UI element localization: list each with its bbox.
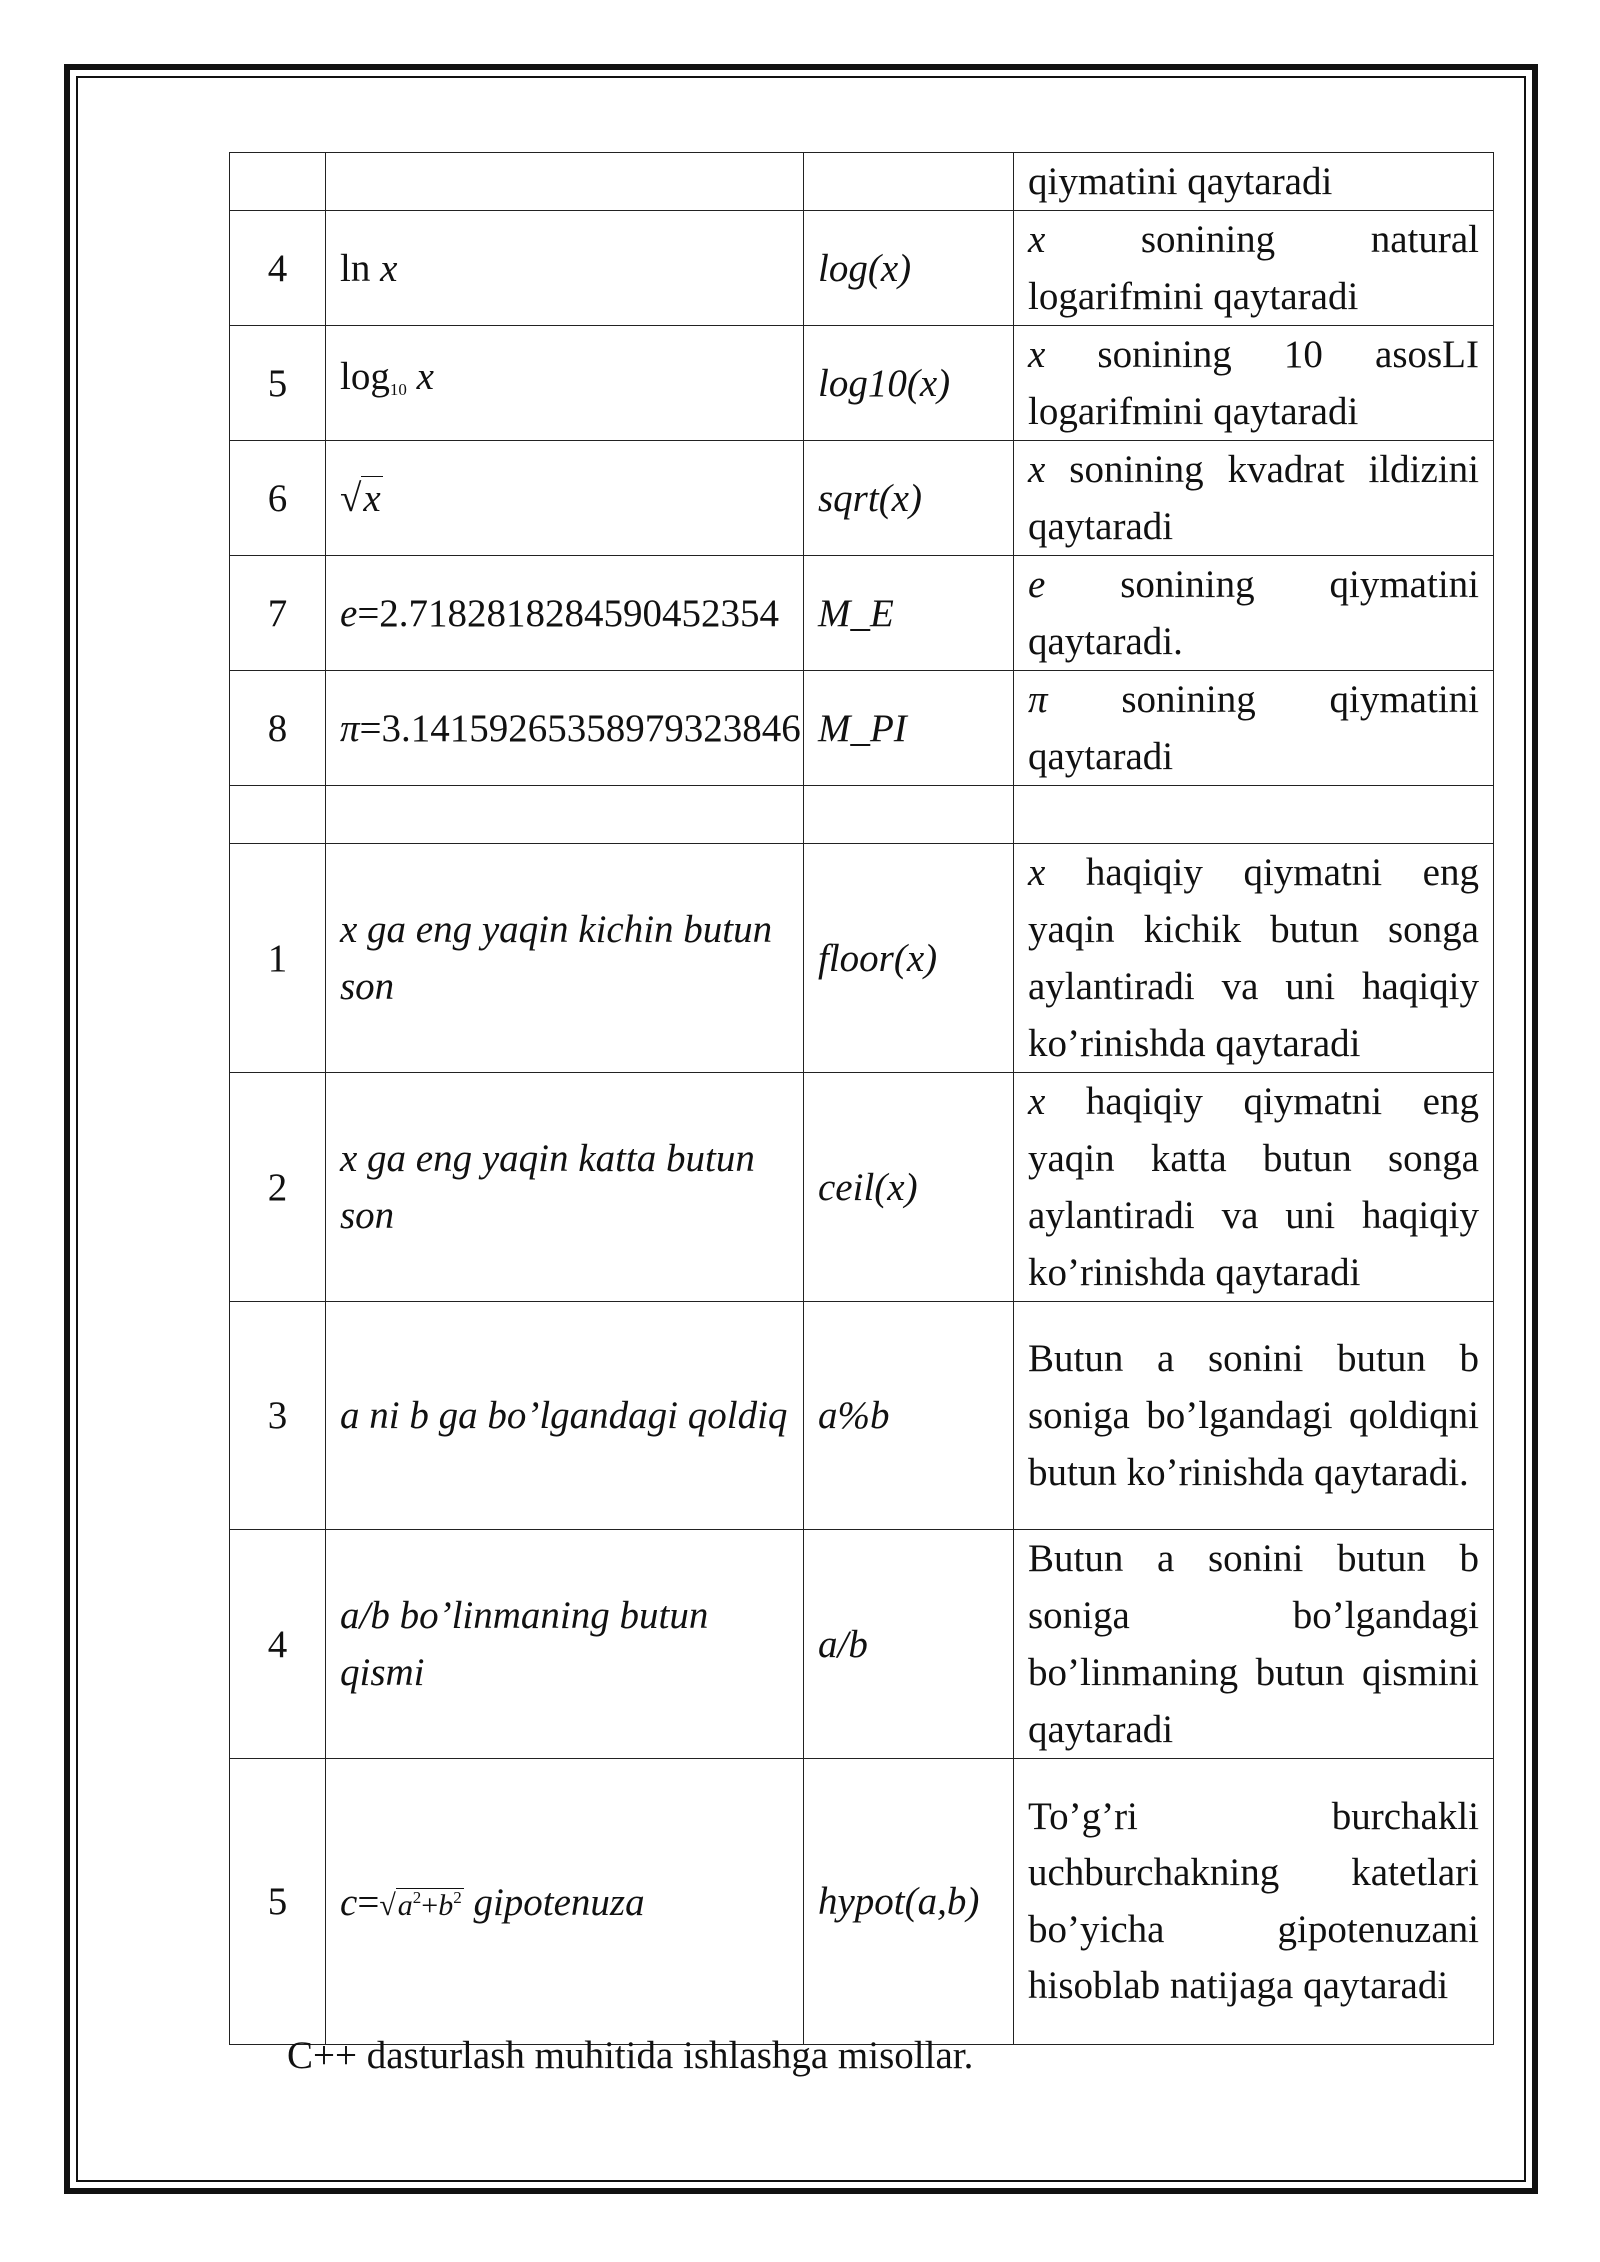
table-row bbox=[230, 1759, 1494, 2045]
row-expression bbox=[326, 786, 804, 844]
row-expression: e=2.7182818284590452354 bbox=[326, 556, 804, 671]
row-description: Butun a sonini butun b soniga bo’lgandagi bo’linmaning butun qismini qaytaradi bbox=[1014, 1530, 1494, 1759]
row-description: π sonining qiymatini qaytaradi bbox=[1014, 671, 1494, 786]
row-number bbox=[230, 153, 326, 211]
row-number: 5 bbox=[230, 1759, 326, 2045]
table-row bbox=[230, 1302, 1494, 1530]
table-row bbox=[230, 844, 1494, 1073]
table-row bbox=[230, 556, 1494, 671]
row-description: Butun a sonini butun b soniga bo’lgandagi qoldiqni butun ko’rinishda qaytaradi. bbox=[1014, 1302, 1494, 1530]
sqrt-icon: √ bbox=[340, 476, 362, 520]
row-function: hypot(a,b) bbox=[804, 1759, 1014, 2045]
row-description: x haqiqiy qiymatni eng yaqin kichik butun songa aylantiradi va uni haqiqiy ko’rinishda qaytaradi bbox=[1014, 844, 1494, 1073]
row-description: x sonining natural logarifmini qaytaradi bbox=[1014, 211, 1494, 326]
row-function: M_E bbox=[804, 556, 1014, 671]
table-row bbox=[230, 211, 1494, 326]
row-number: 7 bbox=[230, 556, 326, 671]
table-row bbox=[230, 441, 1494, 556]
row-expression: x ga eng yaqin katta butun son bbox=[326, 1073, 804, 1302]
row-description: qiymatini qaytaradi bbox=[1014, 153, 1494, 211]
row-description: x haqiqiy qiymatni eng yaqin katta butun songa aylantiradi va uni haqiqiy ko’rinishda qaytaradi bbox=[1014, 1073, 1494, 1302]
row-function: sqrt(x) bbox=[804, 441, 1014, 556]
math-functions-table bbox=[229, 152, 1494, 2045]
row-expression: x ga eng yaqin kichin butun son bbox=[326, 844, 804, 1073]
row-function: ceil(x) bbox=[804, 1073, 1014, 1302]
row-number: 1 bbox=[230, 844, 326, 1073]
sqrt-icon: √ bbox=[379, 1889, 396, 1922]
row-number: 3 bbox=[230, 1302, 326, 1530]
row-description: e sonining qiymatini qaytaradi. bbox=[1014, 556, 1494, 671]
row-function: M_PI bbox=[804, 671, 1014, 786]
row-function: log(x) bbox=[804, 211, 1014, 326]
row-expression: a/b bo’linmaning butun qismi bbox=[326, 1530, 804, 1759]
table-row bbox=[230, 671, 1494, 786]
row-number bbox=[230, 786, 326, 844]
row-expression: a ni b ga bo’lgandagi qoldiq bbox=[326, 1302, 804, 1530]
row-number: 5 bbox=[230, 326, 326, 441]
row-number: 4 bbox=[230, 1530, 326, 1759]
row-number: 6 bbox=[230, 441, 326, 556]
table-row bbox=[230, 326, 1494, 441]
row-description bbox=[1014, 786, 1494, 844]
row-description: x sonining kvadrat ildizini qaytaradi bbox=[1014, 441, 1494, 556]
row-description: x sonining 10 asosLI logarifmini qaytaradi bbox=[1014, 326, 1494, 441]
row-expression: $c=√a^2+b^2$ gipotenuza bbox=[326, 1759, 804, 2045]
row-description: To’g’ri burchakli uchburchakning katetlari bo’yicha gipotenuzani hisoblab natijaga qaytaradi bbox=[1014, 1759, 1494, 2045]
row-expression bbox=[326, 153, 804, 211]
row-function: floor(x) bbox=[804, 844, 1014, 1073]
row-function bbox=[804, 786, 1014, 844]
row-expression: π=3.14159265358979323846 bbox=[326, 671, 804, 786]
table-row bbox=[230, 153, 1494, 211]
row-expression: $\log_{10} x$ bbox=[326, 326, 804, 441]
row-function bbox=[804, 153, 1014, 211]
row-expression: ln x bbox=[326, 211, 804, 326]
row-function: a/b bbox=[804, 1530, 1014, 1759]
caption-text: C++ dasturlash muhitida ishlashga misollar. bbox=[287, 2034, 974, 2077]
row-number: 8 bbox=[230, 671, 326, 786]
table-row bbox=[230, 786, 1494, 844]
row-function: a%b bbox=[804, 1302, 1014, 1530]
table-row bbox=[230, 1530, 1494, 1759]
row-number: 4 bbox=[230, 211, 326, 326]
table-row bbox=[230, 1073, 1494, 1302]
row-expression: √x bbox=[326, 441, 804, 556]
row-function: log10(x) bbox=[804, 326, 1014, 441]
row-number: 2 bbox=[230, 1073, 326, 1302]
